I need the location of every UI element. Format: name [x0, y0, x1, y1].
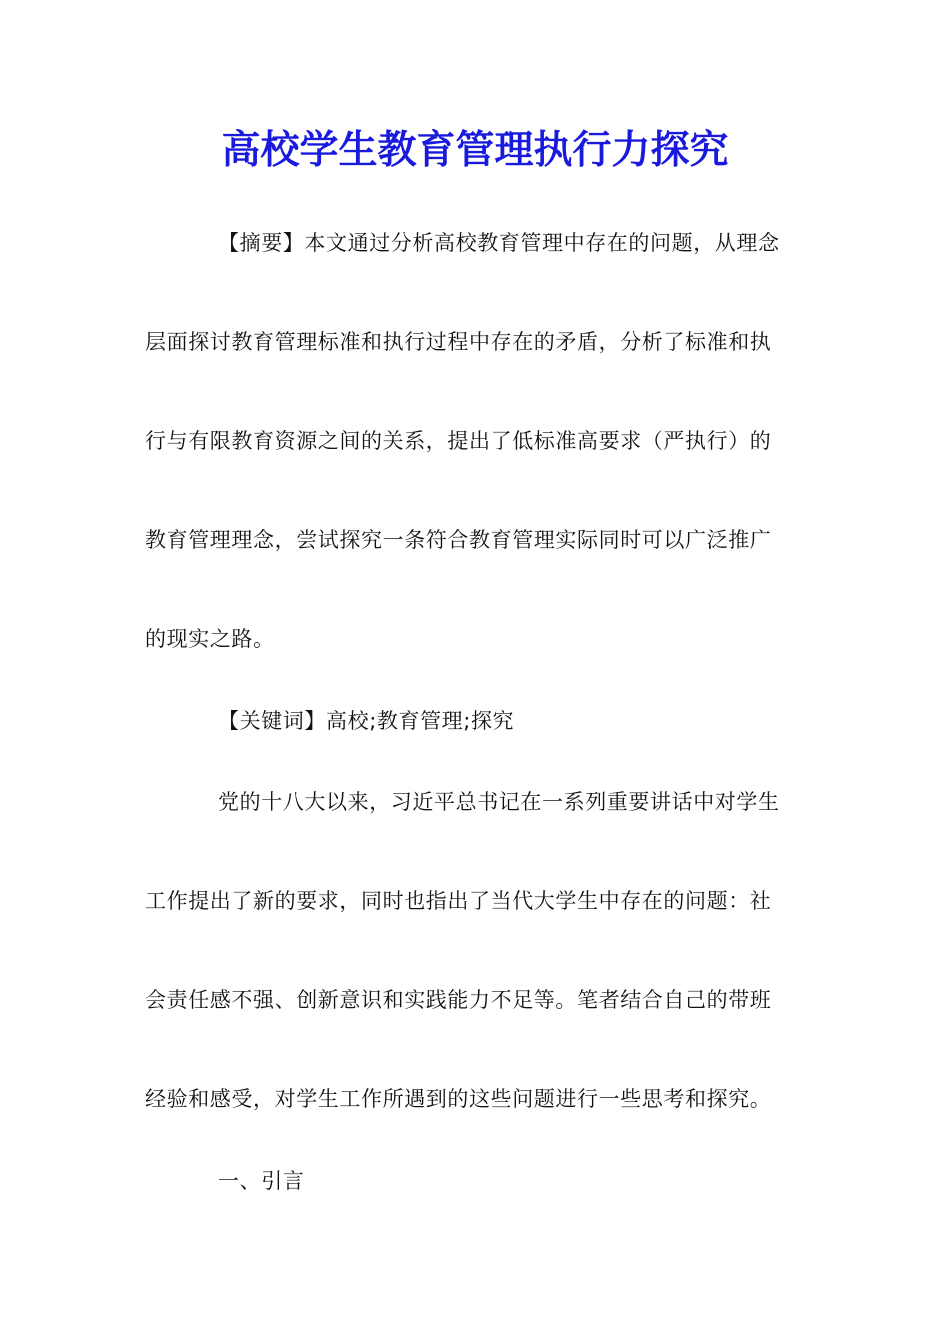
- intro-line: 党的十八大以来，习近平总书记在一系列重要讲话中对学生: [218, 790, 780, 814]
- section-heading: 一、引言: [218, 1169, 305, 1193]
- abstract-line: 层面探讨教育管理标准和执行过程中存在的矛盾，分析了标准和执: [145, 330, 772, 354]
- abstract-line: 的现实之路。: [145, 627, 275, 651]
- document-title: 高校学生教育管理执行力探究: [221, 127, 729, 173]
- intro-line: 工作提出了新的要求，同时也指出了当代大学生中存在的问题：社: [145, 889, 772, 913]
- abstract-line: 行与有限教育资源之间的关系，提出了低标准高要求（严执行）的: [145, 429, 772, 453]
- intro-line: 会责任感不强、创新意识和实践能力不足等。笔者结合自己的带班: [145, 988, 772, 1012]
- intro-line: 经验和感受，对学生工作所遇到的这些问题进行一些思考和探究。: [145, 1087, 772, 1111]
- abstract-line: 教育管理理念，尝试探究一条符合教育管理实际同时可以广泛推广: [145, 528, 772, 552]
- abstract-line: 【摘要】本文通过分析高校教育管理中存在的问题，从理念: [218, 231, 780, 255]
- keywords-line: 【关键词】高校;教育管理;探究: [218, 709, 515, 733]
